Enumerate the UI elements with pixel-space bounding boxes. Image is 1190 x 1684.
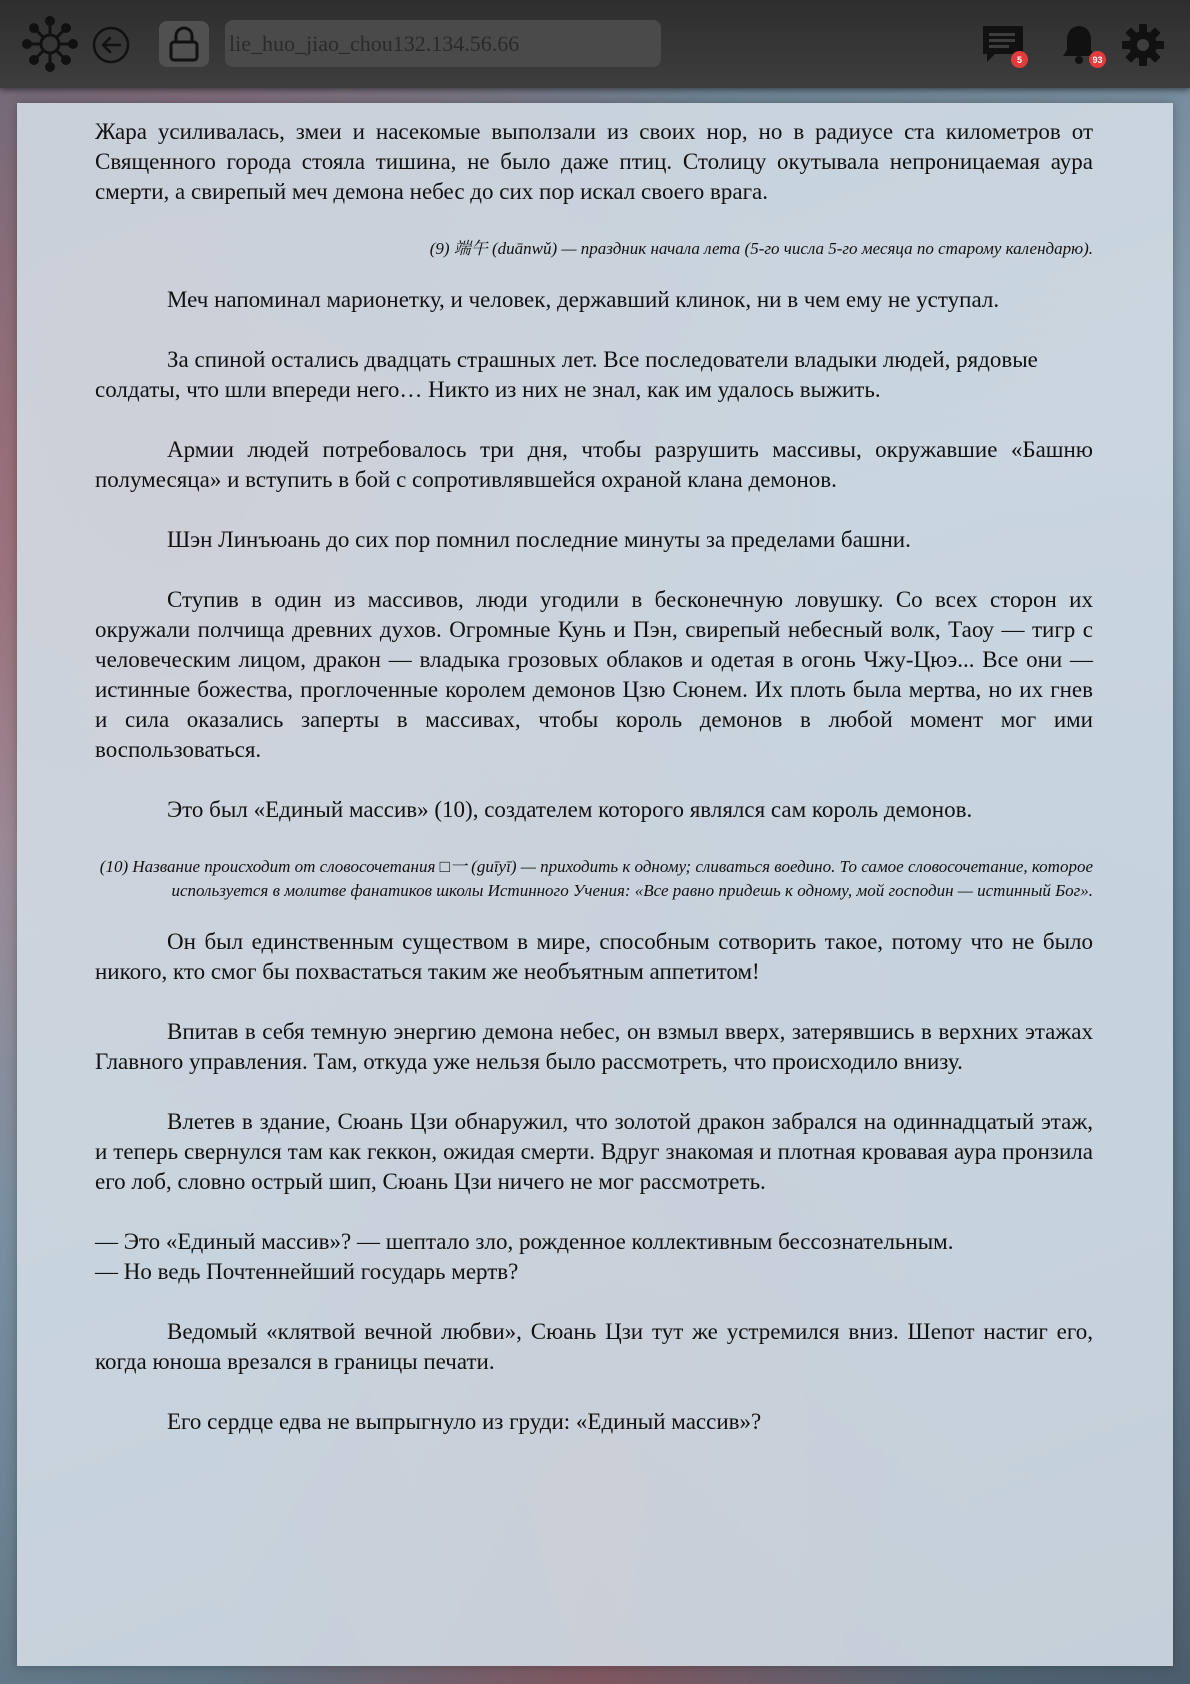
app-logo-icon[interactable] [22, 16, 78, 72]
paragraph: Армии людей потребовалось три дня, чтобы разрушить массивы, окружавшие «Башню полумесяца» и вступить в бой с сопротивлявшейся охраной клана демонов. [95, 437, 1093, 492]
notifications-bell-icon[interactable] [1058, 22, 1103, 66]
paragraph: Жара усиливалась, змеи и насекомые выползали из своих нор, но в радиусе ста километров от Священного города стояла тишина, не было даже птиц. Столицу окутывала непроницаемая аура смерти, а свирепый меч демона небес до сих пор искал своего врага. [95, 119, 1093, 204]
paragraph: Ведомый «клятвой вечной любви», Сюань Цзи тут же устремился вниз. Шепот настиг его, когда юноша врезался в границы печати. [95, 1319, 1093, 1374]
paragraph: Меч напоминал марионетку, и человек, державший клинок, ни в чем ему не уступал. [167, 287, 1000, 312]
messages-icon[interactable] [980, 22, 1026, 66]
notifications-count-badge: 93 [1089, 51, 1106, 68]
messages-count-badge: 5 [1011, 51, 1028, 68]
settings-gear-icon[interactable] [1120, 22, 1166, 68]
top-toolbar [0, 0, 1190, 88]
paragraph: Это был «Единый массив» (10), создателем которого являлся сам король демонов. [167, 797, 973, 822]
reader-page [17, 103, 1173, 1666]
dialogue-line: — Это «Единый массив»? — шептало зло, рожденное коллективным бессознательным. [95, 1229, 954, 1254]
dialogue-line: — Но ведь Почтеннейший государь мертв? [95, 1259, 519, 1284]
paragraph: Его сердце едва не выпрыгнуло из груди: «Единый массив»? [167, 1409, 762, 1434]
footnote-9: (9) 端午 (duānwǔ) — праздник начала лета (5-го числа 5-го месяца по старому календарю). [429, 239, 1093, 258]
lock-icon[interactable] [159, 21, 209, 67]
paragraph: Он был единственным существом в мире, способным сотворить такое, потому что не было никого, кто смог бы похвастаться таким же необъятным аппетитом! [95, 929, 1093, 984]
back-arrow-icon[interactable] [90, 24, 132, 66]
paragraph: Ступив в один из массивов, люди угодили в бесконечную ловушку. Со всех сторон их окружали полчища древних духов. Огромные Кунь и Пэн, свирепый небесный волк, Таоу — тигр с человеческим лицом, дракон — владыка грозовых облаков и одетая в огонь Чжу-Цюэ... Все они — истинные божества, проглоченные королем демонов Цзю Сюнем. Их плоть была мертва, но их гнев и сила оказались заперты в массивах, чтобы король демонов в любой момент мог ими воспользоваться. [95, 587, 1093, 762]
chapter-text [95, 117, 1093, 1467]
address-bar[interactable]: lie_huo_jiao_chou132.134.56.66 [225, 20, 661, 67]
paragraph: Впитав в себя темную энергию демона небес, он взмыл вверх, затерявшись в верхних этажах Главного управления. Там, откуда уже нельзя было рассмотреть, что происходило внизу. [95, 1019, 1093, 1074]
paragraph: Шэн Линъюань до сих пор помнил последние минуты за пределами башни. [167, 527, 911, 552]
paragraph: За спиной остались двадцать страшных лет. Все последователи владыки людей, рядовые солдаты, что шли впереди него… Никто из них не знал, как им удалось выжить. [95, 347, 1038, 402]
paragraph: Влетев в здание, Сюань Цзи обнаружил, что золотой дракон забрался на одиннадцатый этаж, и теперь свернулся там как геккон, ожидая смерти. Вдруг знакомая и плотная кровавая аура пронзила его лоб, словно острый шип, Сюань Цзи ничего не мог рассмотреть. [95, 1109, 1093, 1194]
footnote-10: (10) Название происходит от словосочетания □一 (guīyī) — приходить к одному; сливаться воедино. То самое словосочетание, которое используется в молитве фанатиков школы Истинного Учения: «Все равно придешь к одному, мой господин — истинный Бог». [99, 857, 1093, 900]
